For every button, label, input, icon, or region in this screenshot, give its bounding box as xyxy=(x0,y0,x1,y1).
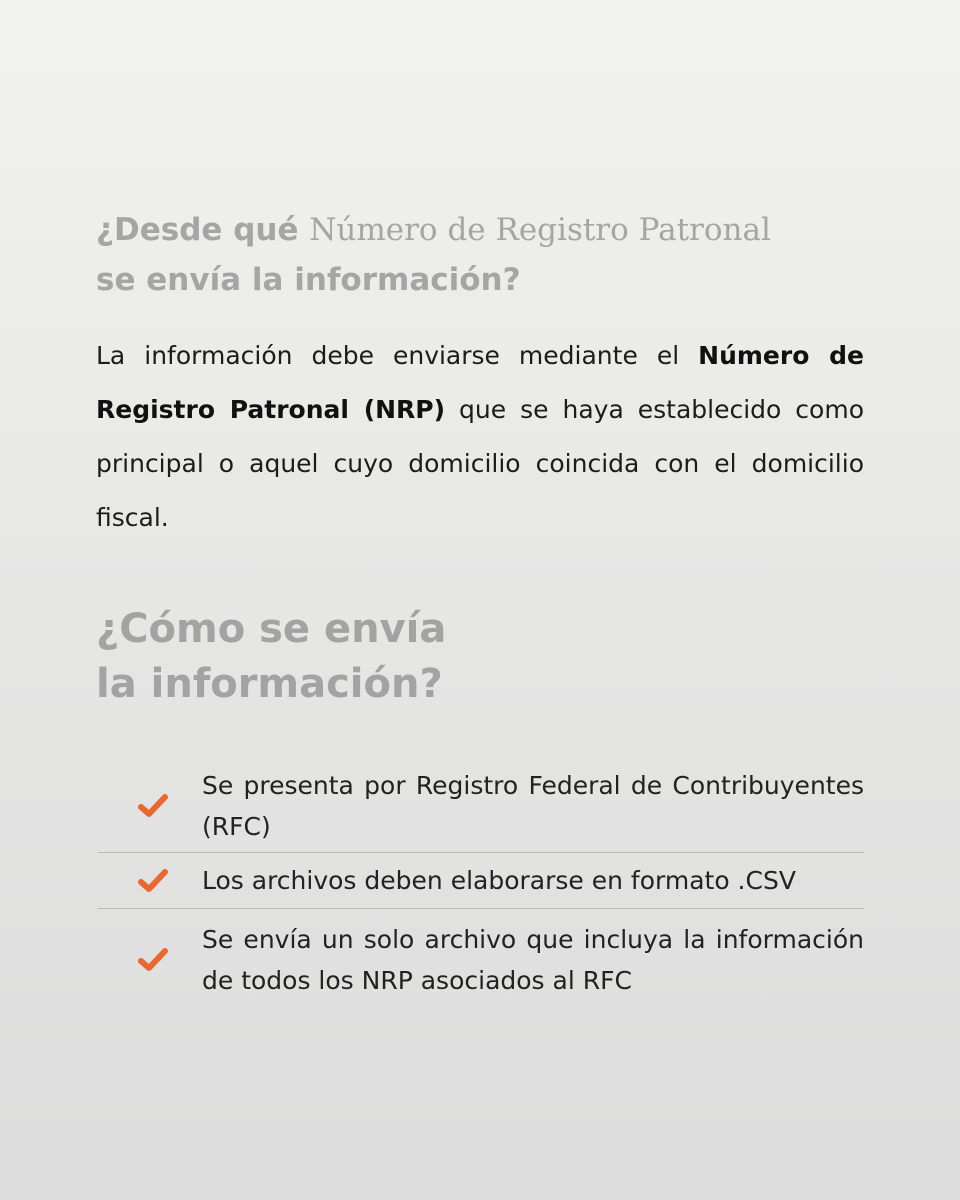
section2-title-line1: ¿Cómo se envía xyxy=(96,606,447,652)
paragraph-text-before: La información debe enviarse mediante el xyxy=(96,341,699,370)
section2-title xyxy=(96,602,864,712)
paragraph-text-after: que se haya establecido como principal o aquel cuyo domicilio coincida con el domicilio fiscal. xyxy=(96,395,864,532)
question-bold-part-1: ¿Desde qué xyxy=(96,212,310,248)
list-item xyxy=(98,852,864,908)
paragraph-bold-term: Número de Registro Patronal (NRP) xyxy=(96,341,864,424)
list-item-text: Se presenta por Registro Federal de Contribuyentes (RFC) xyxy=(202,771,864,841)
list-item-text: Se envía un solo archivo que incluya la información de todos los NRP asociados al RFC xyxy=(202,925,864,995)
list-item xyxy=(98,760,864,852)
checkmark-icon xyxy=(98,793,202,819)
question-serif-part: Número de Registro Patronal xyxy=(309,212,771,248)
section1-question xyxy=(96,205,864,305)
list-item xyxy=(98,908,864,1011)
section2-title-line2: la información? xyxy=(96,661,443,707)
requirements-list xyxy=(98,760,864,1011)
checkmark-icon xyxy=(98,947,202,973)
list-item-text: Los archivos deben elaborarse en formato .CSV xyxy=(202,866,796,895)
section1-paragraph xyxy=(96,329,864,545)
question-bold-part-2: se envía la información? xyxy=(96,262,521,298)
checkmark-icon xyxy=(98,868,202,894)
